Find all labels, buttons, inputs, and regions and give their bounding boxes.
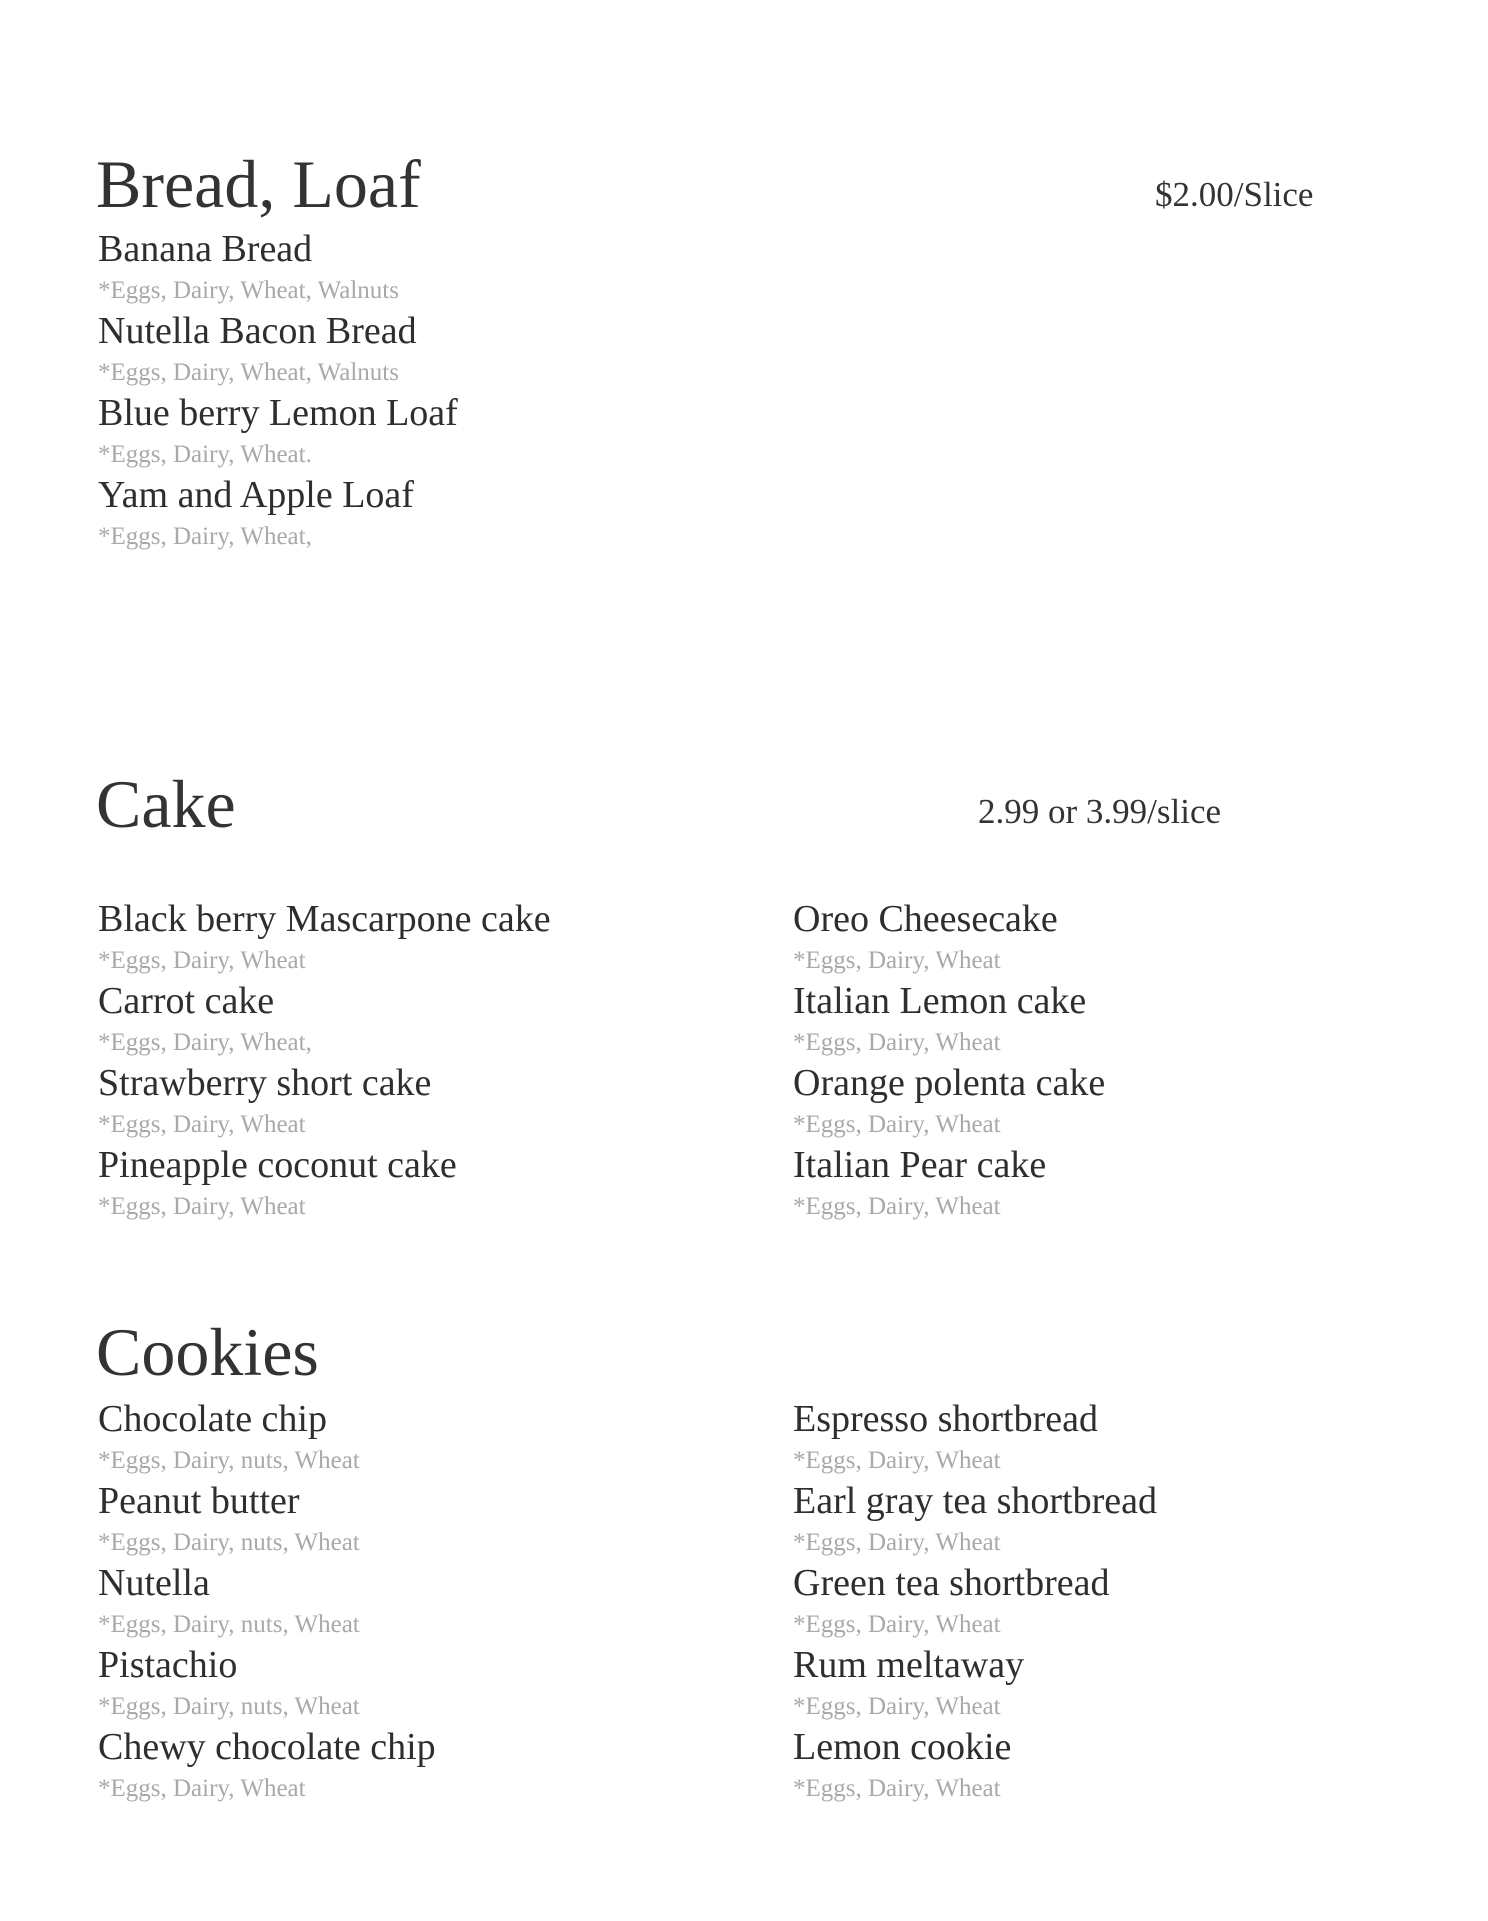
cake-price: 2.99 or 3.99/slice — [978, 792, 1222, 831]
bread-list — [98, 230, 738, 558]
item-allergens: *Eggs, Dairy, Wheat — [793, 1111, 1001, 1138]
item-name: Italian Lemon cake — [793, 980, 1087, 1022]
item-name: Black berry Mascarpone cake — [98, 898, 551, 940]
list-item — [793, 1646, 1433, 1728]
item-allergens: *Eggs, Dairy, nuts, Wheat — [98, 1447, 360, 1474]
list-item — [793, 1482, 1433, 1564]
item-allergens: *Eggs, Dairy, Wheat — [793, 1529, 1001, 1556]
item-name: Lemon cookie — [793, 1726, 1012, 1768]
item-name: Strawberry short cake — [98, 1062, 432, 1104]
item-name: Orange polenta cake — [793, 1062, 1106, 1104]
item-name: Banana Bread — [98, 228, 313, 270]
list-item — [98, 394, 738, 476]
list-item — [793, 1728, 1433, 1810]
bread-section-title: Bread, Loaf — [96, 146, 421, 222]
item-allergens: *Eggs, Dairy, Wheat. — [98, 441, 312, 468]
item-allergens: *Eggs, Dairy, nuts, Wheat — [98, 1611, 360, 1638]
list-item — [793, 1146, 1433, 1228]
item-name: Green tea shortbread — [793, 1562, 1110, 1604]
list-item — [793, 900, 1433, 982]
list-item — [98, 982, 738, 1064]
cake-section-title: Cake — [96, 766, 236, 842]
list-item — [793, 1564, 1433, 1646]
item-allergens: *Eggs, Dairy, Wheat — [98, 1193, 306, 1220]
item-allergens: *Eggs, Dairy, Wheat, Walnuts — [98, 359, 399, 386]
item-name: Blue berry Lemon Loaf — [98, 392, 458, 434]
item-allergens: *Eggs, Dairy, Wheat — [793, 947, 1001, 974]
item-name: Peanut butter — [98, 1480, 300, 1522]
cookies-section-title: Cookies — [96, 1314, 319, 1390]
item-name: Chocolate chip — [98, 1398, 327, 1440]
item-allergens: *Eggs, Dairy, Wheat — [98, 1775, 306, 1802]
item-allergens: *Eggs, Dairy, Wheat — [98, 947, 306, 974]
item-allergens: *Eggs, Dairy, Wheat — [793, 1029, 1001, 1056]
cake-list-left — [98, 900, 738, 1228]
item-name: Nutella — [98, 1562, 210, 1604]
item-name: Pineapple coconut cake — [98, 1144, 457, 1186]
item-allergens: *Eggs, Dairy, Wheat — [793, 1193, 1001, 1220]
item-allergens: *Eggs, Dairy, Wheat, — [98, 523, 312, 550]
item-name: Oreo Cheesecake — [793, 898, 1058, 940]
item-allergens: *Eggs, Dairy, nuts, Wheat — [98, 1529, 360, 1556]
list-item — [98, 1564, 738, 1646]
item-name: Yam and Apple Loaf — [98, 474, 414, 516]
list-item — [98, 1482, 738, 1564]
list-item — [98, 900, 738, 982]
item-allergens: *Eggs, Dairy, Wheat — [793, 1447, 1001, 1474]
list-item — [98, 1146, 738, 1228]
list-item — [793, 1400, 1433, 1482]
item-allergens: *Eggs, Dairy, Wheat, — [98, 1029, 312, 1056]
cake-list-right — [793, 900, 1433, 1228]
bread-price: $2.00/Slice — [1155, 175, 1314, 214]
item-name: Carrot cake — [98, 980, 275, 1022]
list-item — [98, 230, 738, 312]
list-item — [793, 982, 1433, 1064]
item-allergens: *Eggs, Dairy, Wheat — [98, 1111, 306, 1138]
cookies-list-right — [793, 1400, 1433, 1810]
list-item — [98, 1728, 738, 1810]
list-item — [98, 1646, 738, 1728]
list-item — [793, 1064, 1433, 1146]
item-name: Earl gray tea shortbread — [793, 1480, 1157, 1522]
item-name: Nutella Bacon Bread — [98, 310, 417, 352]
list-item — [98, 312, 738, 394]
item-name: Chewy chocolate chip — [98, 1726, 436, 1768]
item-name: Rum meltaway — [793, 1644, 1025, 1686]
list-item — [98, 1400, 738, 1482]
item-allergens: *Eggs, Dairy, nuts, Wheat — [98, 1693, 360, 1720]
item-allergens: *Eggs, Dairy, Wheat — [793, 1775, 1001, 1802]
cookies-list-left — [98, 1400, 738, 1810]
item-name: Italian Pear cake — [793, 1144, 1047, 1186]
list-item — [98, 476, 738, 558]
item-allergens: *Eggs, Dairy, Wheat — [793, 1611, 1001, 1638]
item-name: Espresso shortbread — [793, 1398, 1098, 1440]
list-item — [98, 1064, 738, 1146]
item-name: Pistachio — [98, 1644, 238, 1686]
item-allergens: *Eggs, Dairy, Wheat, Walnuts — [98, 277, 399, 304]
item-allergens: *Eggs, Dairy, Wheat — [793, 1693, 1001, 1720]
